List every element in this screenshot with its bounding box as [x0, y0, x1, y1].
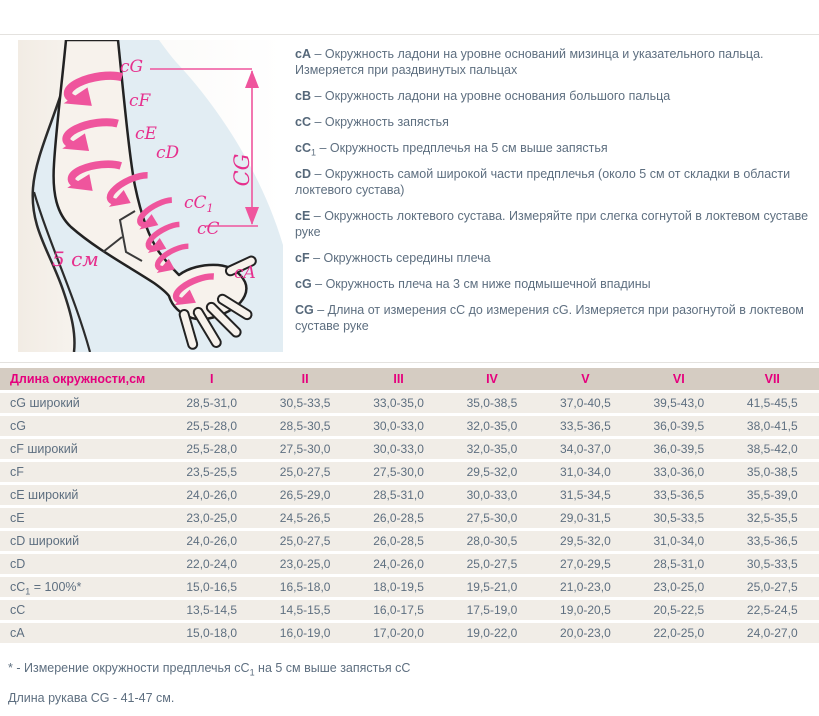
measurement-description-text: – Окружность ладони на уровне оснований мизинца и указательного пальца. Измеряется при раздвинутых пальцах	[295, 47, 764, 77]
measurement-code: cD	[295, 167, 311, 181]
measurement-code: cE	[295, 209, 311, 223]
cell-size-2: 30,5-33,5	[258, 393, 351, 413]
cell-size-2: 25,0-27,5	[258, 462, 351, 482]
cell-size-3: 33,0-35,0	[352, 393, 445, 413]
measurement-description-item	[295, 302, 811, 334]
cell-size-7: 38,0-41,5	[726, 416, 819, 436]
size-table-row	[0, 462, 819, 482]
size-table-body	[0, 393, 819, 643]
measurement-description-item	[295, 114, 811, 130]
cell-size-4: 35,0-38,5	[445, 393, 538, 413]
measurement-code: cF	[295, 251, 310, 265]
cell-size-4: 25,0-27,5	[445, 554, 538, 574]
cell-size-7: 25,0-27,5	[726, 577, 819, 597]
row-label: cF широкий	[0, 439, 165, 459]
measurement-description-item	[295, 250, 811, 266]
measurement-description-text: – Окружность ладони на уровне основания большого пальца	[310, 89, 671, 103]
cell-size-3: 26,0-28,5	[352, 531, 445, 551]
row-label: cG	[0, 416, 165, 436]
arm-measurement-illustration	[18, 40, 283, 352]
label-ca: cA	[234, 263, 256, 283]
top-divider	[0, 34, 819, 35]
cell-size-1: 24,0-26,0	[165, 531, 258, 551]
size-table-row	[0, 623, 819, 643]
cell-size-3: 16,0-17,5	[352, 600, 445, 620]
cell-size-2: 24,5-26,5	[258, 508, 351, 528]
cell-size-6: 33,0-36,0	[632, 462, 725, 482]
size-table-row	[0, 554, 819, 574]
label-cc1: $cC_1$	[184, 193, 214, 215]
cell-size-7: 24,0-27,0	[726, 623, 819, 643]
cell-size-1: 22,0-24,0	[165, 554, 258, 574]
cell-size-7: 38,5-42,0	[726, 439, 819, 459]
cell-size-3: 17,0-20,0	[352, 623, 445, 643]
row-label: cC	[0, 600, 165, 620]
cell-size-2: 25,0-27,5	[258, 531, 351, 551]
cell-size-6: 31,0-34,0	[632, 531, 725, 551]
cell-size-7: 32,5-35,5	[726, 508, 819, 528]
cell-size-1: 23,0-25,0	[165, 508, 258, 528]
measurement-code: cC	[295, 141, 311, 155]
cell-size-7: 30,5-33,5	[726, 554, 819, 574]
measurement-code: cG	[295, 277, 312, 291]
cell-size-1: 13,5-14,5	[165, 600, 258, 620]
size-table-row	[0, 600, 819, 620]
measurement-description-text: – Длина от измерения cC до измерения cG. Измеряется при разогнутой в локтевом суставе руке	[295, 303, 804, 333]
cell-size-1: 24,0-26,0	[165, 485, 258, 505]
row-label: cF	[0, 462, 165, 482]
cell-size-1: 25,5-28,0	[165, 416, 258, 436]
cell-size-4: 27,5-30,0	[445, 508, 538, 528]
cell-size-3: 30,0-33,0	[352, 416, 445, 436]
cell-size-5: 33,5-36,5	[539, 416, 632, 436]
measurement-description-item	[295, 208, 811, 240]
cell-size-7: 35,5-39,0	[726, 485, 819, 505]
cell-size-5: 29,0-31,5	[539, 508, 632, 528]
cell-size-5: 29,5-32,0	[539, 531, 632, 551]
size-column-header: VII	[726, 368, 819, 390]
cell-size-6: 39,5-43,0	[632, 393, 725, 413]
cell-size-2: 16,5-18,0	[258, 577, 351, 597]
cell-size-7: 33,5-36,5	[726, 531, 819, 551]
cell-size-5: 31,5-34,5	[539, 485, 632, 505]
measurement-description-text: – Окружность предплечья на 5 см выше запястья	[316, 141, 608, 155]
cell-size-3: 24,0-26,0	[352, 554, 445, 574]
cell-size-3: 30,0-33,0	[352, 439, 445, 459]
cell-size-6: 33,5-36,5	[632, 485, 725, 505]
size-table-row	[0, 439, 819, 459]
measurement-description-item	[295, 166, 811, 198]
cell-size-4: 17,5-19,0	[445, 600, 538, 620]
cell-size-5: 31,0-34,0	[539, 462, 632, 482]
size-table-header-label: Длина окружности,см	[0, 368, 165, 390]
cell-size-4: 32,0-35,0	[445, 439, 538, 459]
label-cf: cF	[129, 91, 151, 111]
cell-size-6: 23,0-25,0	[632, 577, 725, 597]
row-label: cE	[0, 508, 165, 528]
cell-size-4: 30,0-33,0	[445, 485, 538, 505]
measurement-descriptions	[295, 46, 811, 344]
cell-size-6: 22,0-25,0	[632, 623, 725, 643]
cell-size-3: 18,0-19,5	[352, 577, 445, 597]
size-column-header: III	[352, 368, 445, 390]
cell-size-1: 28,5-31,0	[165, 393, 258, 413]
footnote-sleeve-length: Длина рукава CG - 41-47 см.	[8, 691, 175, 705]
cell-size-2: 23,0-25,0	[258, 554, 351, 574]
label-five-cm: 5 см	[52, 247, 99, 271]
measurement-code: cA	[295, 47, 311, 61]
arm-illustration-svg	[18, 40, 283, 352]
measurement-description-item	[295, 46, 811, 78]
measurement-description-text: – Окружность середины плеча	[309, 251, 491, 265]
label-cg-length: CG	[230, 153, 254, 187]
row-label: cD широкий	[0, 531, 165, 551]
measurement-description-text: – Окружность запястья	[310, 115, 449, 129]
size-column-header: IV	[445, 368, 538, 390]
cell-size-5: 19,0-20,5	[539, 600, 632, 620]
cell-size-2: 28,5-30,5	[258, 416, 351, 436]
cell-size-1: 15,0-16,5	[165, 577, 258, 597]
cell-size-2: 27,5-30,0	[258, 439, 351, 459]
size-table-header-row	[0, 368, 819, 390]
size-column-header: II	[258, 368, 351, 390]
measurement-code: cB	[295, 89, 311, 103]
row-label: $cC_1 = 100\%*$	[0, 577, 165, 597]
cell-size-5: 37,0-40,5	[539, 393, 632, 413]
row-label: cA	[0, 623, 165, 643]
measurement-description-item: $cC_1$ – Окружность предплечья на 5 см выше запястья	[295, 141, 608, 158]
cell-size-4: 28,0-30,5	[445, 531, 538, 551]
size-table-row	[0, 577, 819, 597]
cell-size-5: 27,0-29,5	[539, 554, 632, 574]
measurement-description-text: – Окружность плеча на 3 см ниже подмышечной впадины	[311, 277, 651, 291]
cell-size-6: 28,5-31,0	[632, 554, 725, 574]
size-table-row	[0, 416, 819, 436]
cell-size-6: 36,0-39,5	[632, 439, 725, 459]
size-column-header: VI	[632, 368, 725, 390]
size-table-row	[0, 531, 819, 551]
label-cd: cD	[156, 143, 180, 163]
cell-size-6: 36,0-39,5	[632, 416, 725, 436]
cell-size-4: 19,5-21,0	[445, 577, 538, 597]
row-label: cE широкий	[0, 485, 165, 505]
label-cc: cC	[197, 219, 220, 239]
cell-size-5: 34,0-37,0	[539, 439, 632, 459]
cell-size-5: 20,0-23,0	[539, 623, 632, 643]
cell-size-7: 35,0-38,5	[726, 462, 819, 482]
cell-size-4: 32,0-35,0	[445, 416, 538, 436]
cell-size-6: 30,5-33,5	[632, 508, 725, 528]
cell-size-2: 14,5-15,5	[258, 600, 351, 620]
size-column-header: I	[165, 368, 258, 390]
cell-size-1: 25,5-28,0	[165, 439, 258, 459]
size-column-header: V	[539, 368, 632, 390]
cell-size-3: 28,5-31,0	[352, 485, 445, 505]
size-table-row	[0, 393, 819, 413]
row-label: cD	[0, 554, 165, 574]
size-table-row	[0, 485, 819, 505]
cell-size-1: 15,0-18,0	[165, 623, 258, 643]
cell-size-2: 16,0-19,0	[258, 623, 351, 643]
label-ce: cE	[135, 124, 157, 144]
cell-size-6: 20,5-22,5	[632, 600, 725, 620]
cell-size-7: 22,5-24,5	[726, 600, 819, 620]
footnote-cc1: * - Измерение окружности предплечья $cC_1$ на 5 см выше запястья cC	[8, 661, 411, 678]
measurement-code: CG	[295, 303, 314, 317]
table-top-divider	[0, 362, 819, 363]
cell-size-2: 26,5-29,0	[258, 485, 351, 505]
measurement-code: cC	[295, 115, 311, 129]
cell-size-4: 19,0-22,0	[445, 623, 538, 643]
cell-size-5: 21,0-23,0	[539, 577, 632, 597]
measurement-description-text: – Окружность локтевого сустава. Измеряйте при слегка согнутой в локтевом суставе руке	[295, 209, 809, 239]
size-table-row	[0, 508, 819, 528]
cell-size-3: 26,0-28,5	[352, 508, 445, 528]
cell-size-4: 29,5-32,0	[445, 462, 538, 482]
measurement-description-text: – Окружность самой широкой части предплечья (около 5 см от складки в области локтевого сустава)	[295, 167, 791, 197]
cell-size-1: 23,5-25,5	[165, 462, 258, 482]
cell-size-7: 41,5-45,5	[726, 393, 819, 413]
cell-size-3: 27,5-30,0	[352, 462, 445, 482]
measurement-description-item	[295, 276, 811, 292]
measurement-description-item	[295, 88, 811, 104]
label-cg: cG	[120, 57, 144, 77]
row-label: cG широкий	[0, 393, 165, 413]
size-table	[0, 365, 819, 646]
